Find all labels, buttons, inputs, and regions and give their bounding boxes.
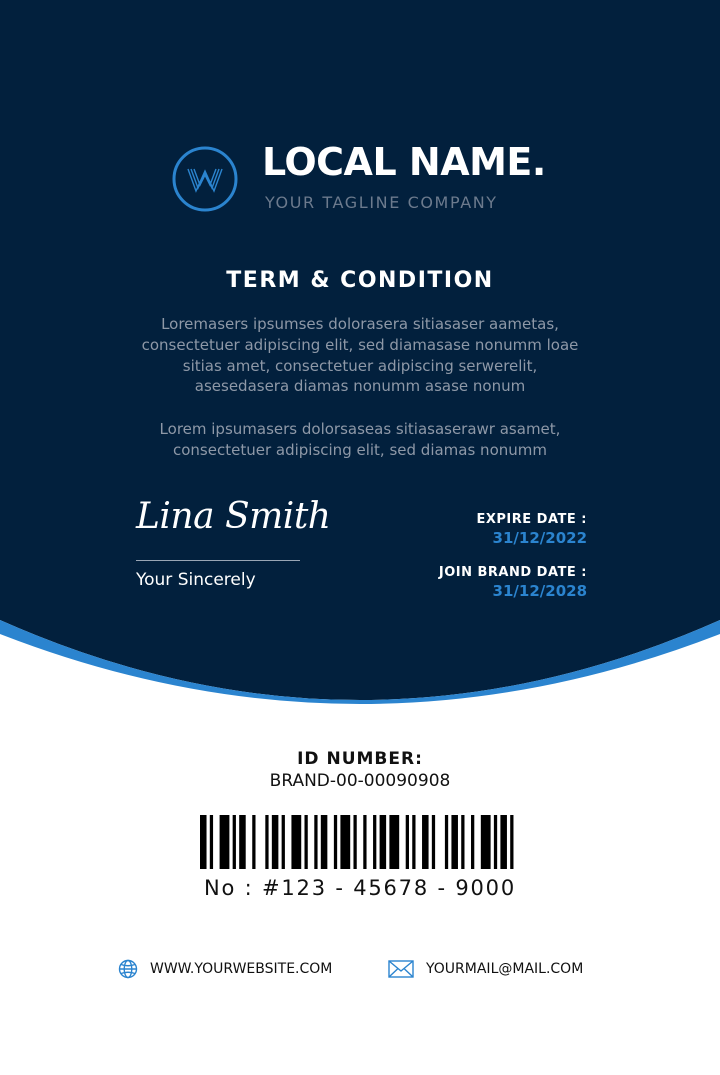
barcode-bar bbox=[321, 815, 328, 869]
barcode-bar bbox=[412, 815, 415, 869]
barcode bbox=[200, 815, 520, 869]
barcode-bar bbox=[233, 815, 236, 869]
signature: Lina Smith bbox=[136, 496, 331, 537]
barcode-bar bbox=[282, 815, 285, 869]
brand-tagline: YOUR TAGLINE COMPANY bbox=[265, 193, 498, 212]
expire-date-value: 31/12/2022 bbox=[492, 529, 587, 547]
barcode-bar bbox=[406, 815, 409, 869]
barcode-bar bbox=[210, 815, 213, 869]
join-date-label: JOIN BRAND DATE : bbox=[438, 565, 587, 580]
barcode-bar bbox=[461, 815, 464, 869]
barcode-bar bbox=[500, 815, 507, 869]
barcode-bar bbox=[510, 815, 513, 869]
barcode-bar bbox=[340, 815, 350, 869]
barcode-bar bbox=[239, 815, 246, 869]
website-contact[interactable] bbox=[118, 957, 332, 981]
signature-caption: Your Sincerely bbox=[136, 570, 256, 590]
barcode-bar bbox=[494, 815, 497, 869]
barcode-bar bbox=[252, 815, 255, 869]
brand-header bbox=[0, 140, 720, 220]
barcode-bar bbox=[445, 815, 448, 869]
terms-paragraph-1 bbox=[136, 314, 584, 397]
barcode-bar bbox=[451, 815, 458, 869]
barcode-bar bbox=[304, 815, 307, 869]
brand-name: LOCAL NAME. bbox=[262, 140, 546, 184]
join-date-value: 31/12/2028 bbox=[492, 582, 587, 600]
terms-heading: TERM & CONDITION bbox=[226, 268, 494, 293]
barcode-bar bbox=[353, 815, 356, 869]
barcode-bar bbox=[373, 815, 376, 869]
barcode-bar bbox=[481, 815, 491, 869]
logo-icon bbox=[172, 146, 238, 212]
email-text[interactable]: YOURMAIL@MAIL.COM bbox=[426, 961, 584, 977]
envelope-icon bbox=[388, 959, 414, 979]
barcode-bar bbox=[200, 815, 207, 869]
terms-paragraph-2 bbox=[136, 419, 584, 461]
terms-text-2: Lorem ipsumasers dolorsaseas sitiasaserawr asamet, consectetuer adipiscing elit, sed diamas nonumm bbox=[159, 420, 561, 459]
barcode-bar bbox=[334, 815, 337, 869]
barcode-bar bbox=[389, 815, 399, 869]
barcode-bar bbox=[380, 815, 387, 869]
barcode-bar bbox=[291, 815, 301, 869]
id-number-value: BRAND-00-00090908 bbox=[269, 771, 451, 791]
website-text[interactable]: WWW.YOURWEBSITE.COM bbox=[150, 961, 333, 977]
terms-text-1: Loremasers ipsumses dolorasera sitiasaser aametas, consectetuer adipiscing elit, sed diamasase nonumm loae sitias amet, consectetuer adipiscing serwerelit, asesedasera diamas nonumm asase nonum bbox=[141, 315, 579, 396]
barcode-bar bbox=[265, 815, 268, 869]
barcode-bar bbox=[432, 815, 435, 869]
barcode-bar bbox=[422, 815, 429, 869]
barcode-number: No : #123 - 45678 - 9000 bbox=[204, 876, 516, 900]
globe-icon bbox=[118, 959, 138, 979]
barcode-bar bbox=[363, 815, 366, 869]
email-contact[interactable] bbox=[388, 957, 583, 981]
signature-line bbox=[136, 560, 300, 561]
barcode-bar bbox=[272, 815, 279, 869]
expire-date-label: EXPIRE DATE : bbox=[476, 512, 587, 527]
barcode-bar bbox=[314, 815, 317, 869]
barcode-bar bbox=[471, 815, 474, 869]
barcode-bar bbox=[220, 815, 230, 869]
id-number-label: ID NUMBER: bbox=[297, 749, 423, 769]
